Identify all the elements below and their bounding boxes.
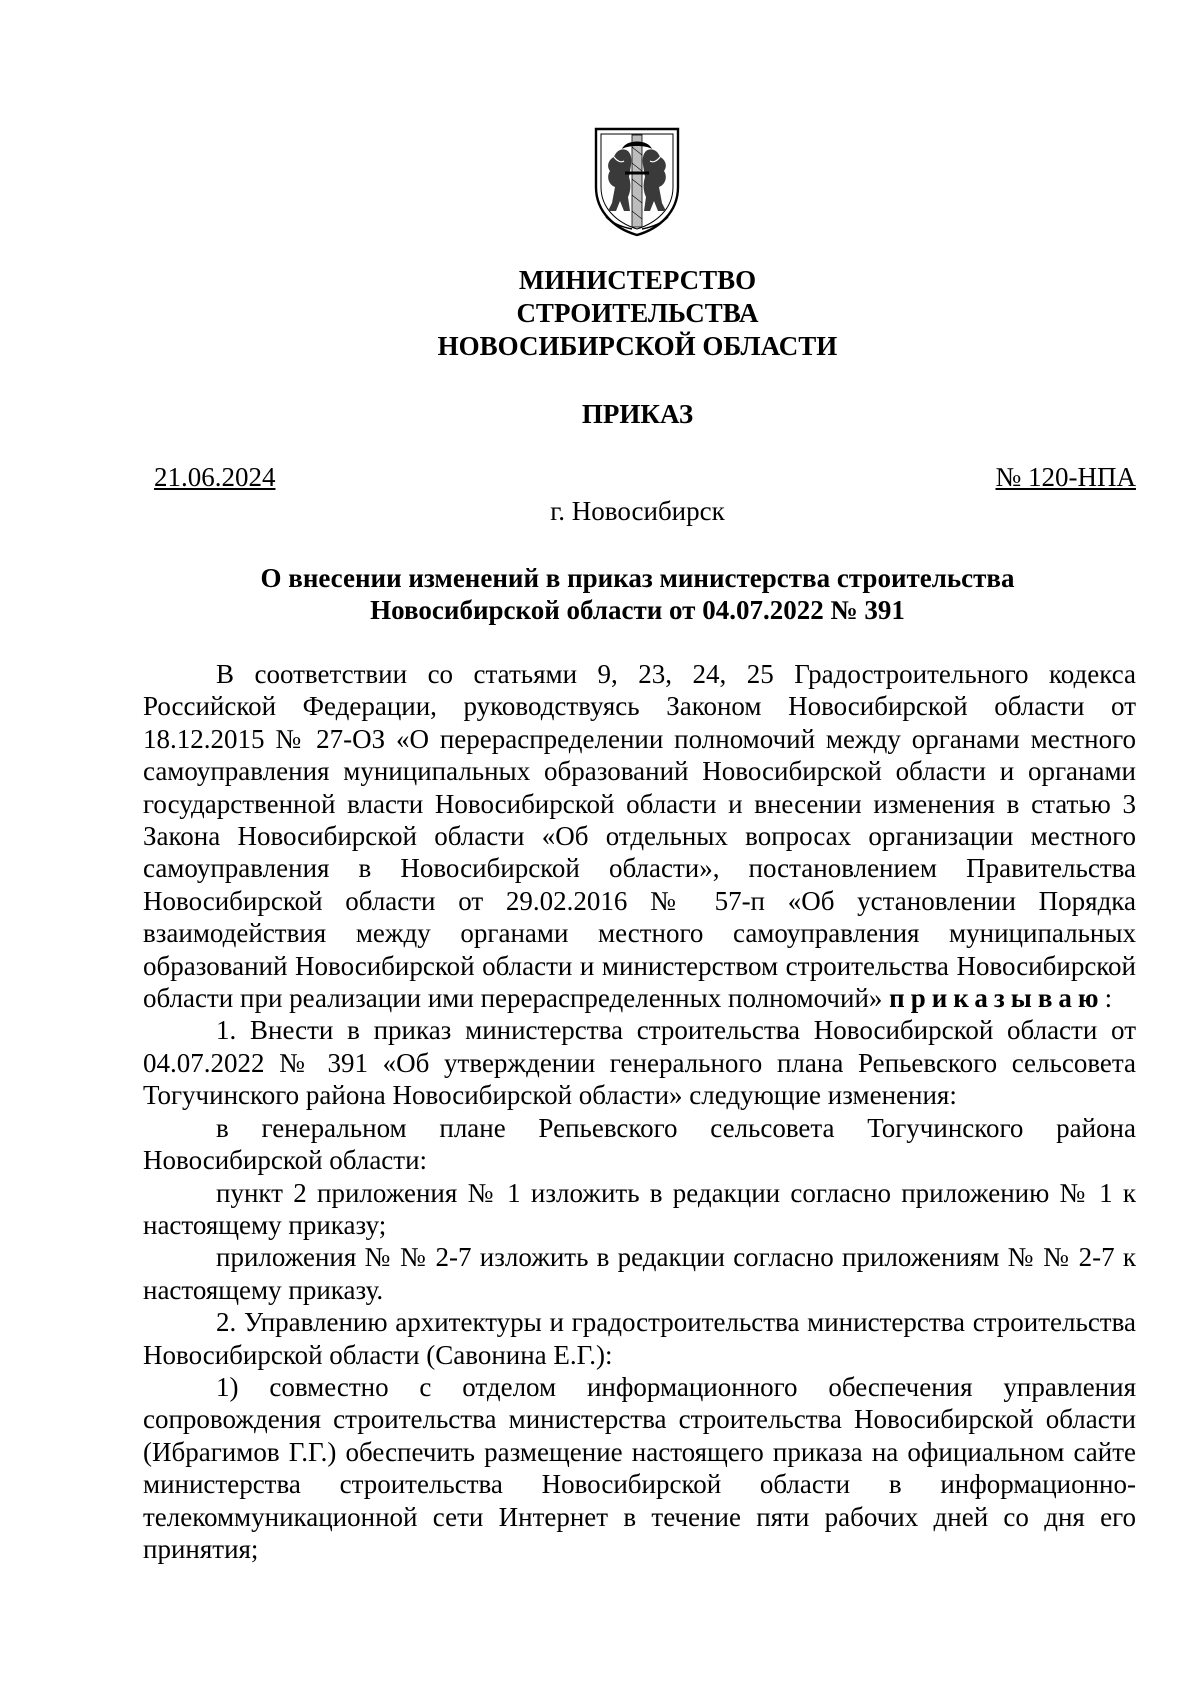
preamble-paragraph xyxy=(143,658,1136,1014)
document-city: г. Новосибирск xyxy=(550,496,725,526)
document-number: № 120-НПА xyxy=(995,462,1136,492)
document-date: 21.06.2024 xyxy=(154,462,276,492)
item-1-point-2-paragraph: приложения № № 2-7 изложить в редакции согласно приложениям № № 2-7 к настоящему приказу. xyxy=(143,1242,1136,1305)
item-2-paragraph: 2. Управлению архитектуры и градостроительства министерства строительства Новосибирской области (Савонина Е.Г.): xyxy=(143,1307,1136,1370)
document-subject xyxy=(0,562,1200,626)
document-body xyxy=(143,658,1136,1565)
org-line-3: НОВОСИБИРСКОЙ ОБЛАСТИ xyxy=(437,331,838,361)
order-colon: : xyxy=(1104,983,1113,1014)
coat-of-arms-icon xyxy=(592,125,682,239)
subject-line-2: Новосибирской области от 04.07.2022 № 391 xyxy=(370,595,905,625)
preamble-text: В соответствии со статьями 9, 23, 24, 25 Градостроительного кодекса Российской Федерации, руководствуясь Законом Новосибирской области от 18.12.2015 № 27-ОЗ «О перераспределении полномочий между органами местного самоуправления муниципальных образований Новосибирской области и органами государственной власти Новосибирской области и внесении изменения в статью 3 Закона Новосибирской области «Об отдельных вопросах организации местного самоуправления в Новосибирской области», постановлением Правительства Новосибирской области от 29.02.2016 № 57-п «Об установлении Порядка взаимодействия между органами местного самоуправления муниципальных образований Новосибирской области и министерством строительства Новосибирской области при реализации ими перераспределенных полномочий» xyxy=(143,659,1136,1014)
order-word: приказываю xyxy=(889,983,1105,1014)
org-line-2: СТРОИТЕЛЬСТВА xyxy=(516,298,759,328)
item-1-point-1-paragraph: пункт 2 приложения № 1 изложить в редакции согласно приложению № 1 к настоящему приказу; xyxy=(143,1177,1136,1240)
item-1-paragraph: 1. Внести в приказ министерства строительства Новосибирской области от 04.07.2022 № 391 «Об утверждении генерального плана Репьевского сельсовета Тогучинского района Новосибирской области» следующие изменения: xyxy=(143,1015,1136,1111)
item-2-sub-1-paragraph: 1) совместно с отделом информационного обеспечения управления сопровождения строительства министерства строительства Новосибирской области (Ибрагимов Г.Г.) обеспечить размещение настоящего приказа на официальном сайте министерства строительства Новосибирской области в информационно-телекоммуникационной сети Интернет в течение пяти рабочих дней со дня его принятия; xyxy=(143,1371,1136,1564)
org-line-1: МИНИСТЕРСТВО xyxy=(518,265,757,295)
organization-name xyxy=(0,264,1200,363)
subject-line-1: О внесении изменений в приказ министерства строительства xyxy=(260,563,1015,593)
document-type: ПРИКАЗ xyxy=(581,399,694,429)
item-1-sub-paragraph: в генеральном плане Репьевского сельсовета Тогучинского района Новосибирской области: xyxy=(143,1112,1136,1176)
